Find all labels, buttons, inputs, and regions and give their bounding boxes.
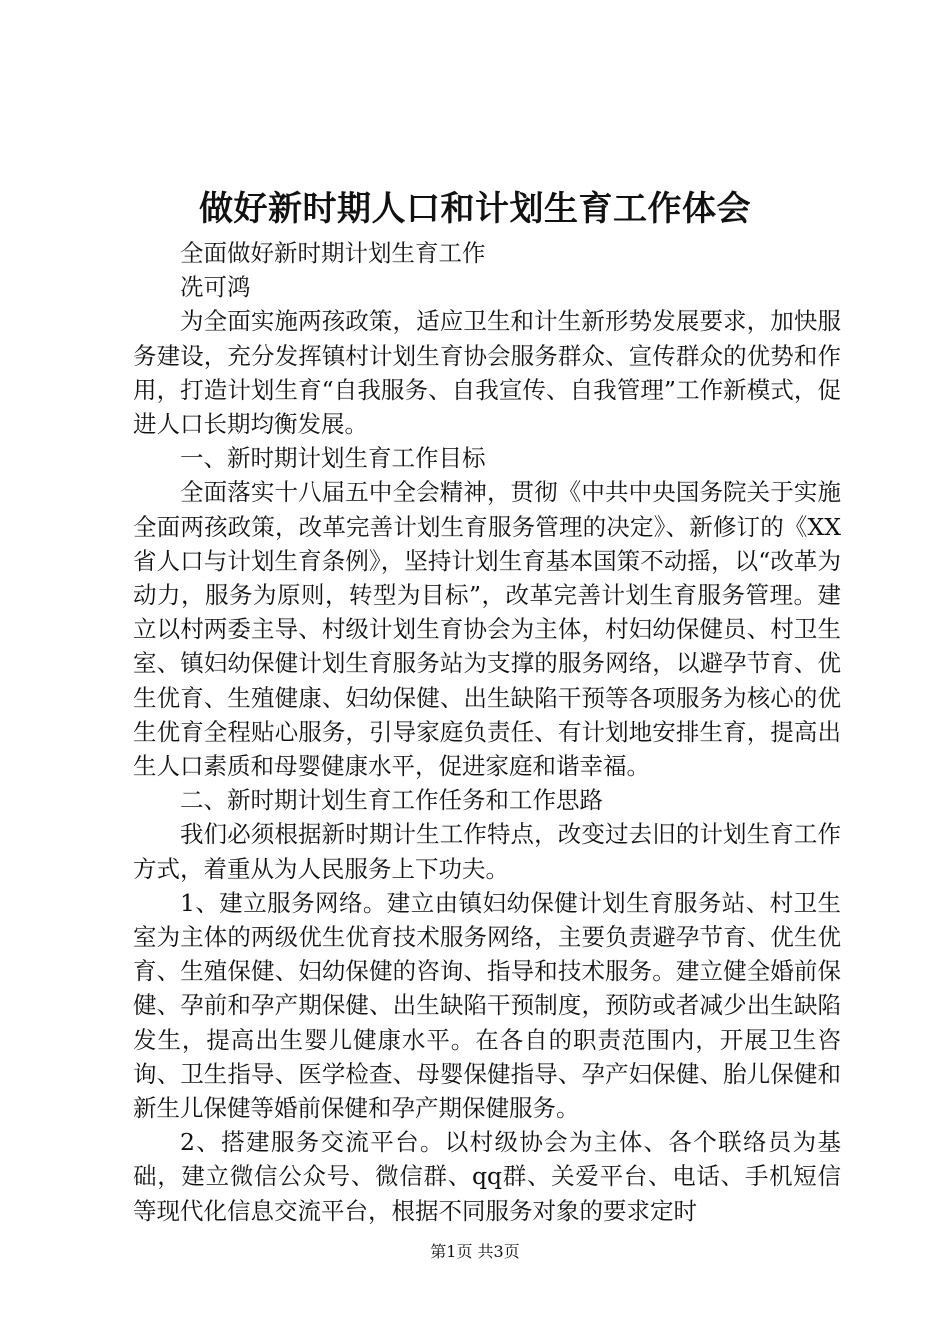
- paragraph-subtitle: 全面做好新时期计划生育工作: [180, 239, 486, 267]
- document-title: 做好新时期人口和计划生育工作体会: [199, 189, 751, 229]
- paragraph-item-1: 1、建立服务网络。建立由镇妇幼保健计划生育服务站、村卫生室为主体的两级优生优育技术服务网络，主要负责避孕节育、优生优育、生殖保健、妇幼保健的咨询、指导和技术服务。建立健全婚前保健、孕前和孕产期保健、出生缺陷干预制度，预防或者减少出生缺陷发生，提高出生婴儿健康水平。在各自的职责范围内，开展卫生咨询、卫生指导、医学检查、母婴保健指导、孕产妇保健、胎儿保健和新生儿保健等婚前保健和孕产期保健服务。: [133, 888, 841, 1123]
- section-heading-1: 一、新时期计划生育工作目标: [180, 444, 486, 473]
- paragraph-approach: 我们必须根据新时期计生工作特点，改变过去旧的计划生育工作方式，着重从为人民服务上下功夫。: [133, 820, 841, 883]
- paragraph-item-2: 2、搭建服务交流平台。以村级协会为主体、各个联络员为基础，建立微信公众号、微信群、qq群、关爱平台、电话、手机短信等现代化信息交流平台，根据不同服务对象的要求定时: [133, 1128, 841, 1225]
- paragraph-author: 冼可鸿: [180, 273, 251, 302]
- paragraph-intro: 为全面实施两孩政策，适应卫生和计生新形势发展要求，加快服务建设，充分发挥镇村计划生育协会服务群众、宣传群众的优势和作用，打造计划生育“自我服务、自我宣传、自我管理”工作新模式，促进人口长期均衡发展。: [133, 307, 841, 439]
- document-body: [133, 236, 841, 1228]
- section-heading-2: 二、新时期计划生育工作任务和工作思路: [180, 786, 603, 815]
- paragraph-goals: 全面落实十八届五中全会精神，贯彻《中共中央国务院关于实施全面两孩政策，改革完善计划生育服务管理的决定》、新修订的《XX省人口与计划生育条例》，坚持计划生育基本国策不动摇，以“改革为动力，服务为原则，转型为目标”，改革完善计划生育服务管理。建立以村两委主导、村级计划生育协会为主体，村妇幼保健员、村卫生室、镇妇幼保健计划生育服务站为支撑的服务网络，以避孕节育、优生优育、生殖健康、妇幼保健、出生缺陷干预等各项服务为核心的优生优育全程贴心服务，引导家庭负责任、有计划地安排生育，提高出生人口素质和母婴健康水平，促进家庭和谐幸福。: [133, 478, 841, 781]
- page-number-footer: 第1页 共3页: [430, 1242, 520, 1261]
